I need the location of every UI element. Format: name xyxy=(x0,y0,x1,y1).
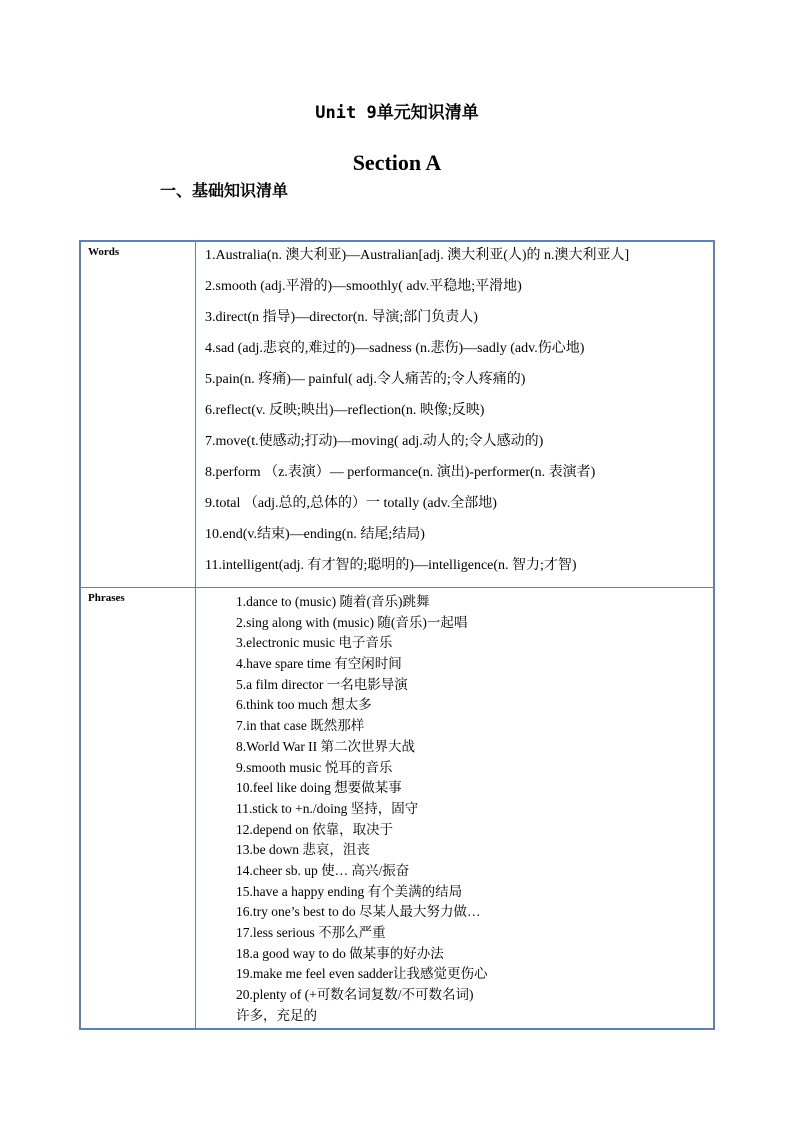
phrase-entry: 13.be down 悲哀，沮丧 xyxy=(236,842,370,858)
knowledge-table xyxy=(79,240,715,1030)
word-entry: 9.total （adj.总的,总体的）一 totally (adv.全部地) xyxy=(205,496,497,511)
phrase-entry: 10.feel like doing 想要做某事 xyxy=(236,780,402,796)
word-entry: 11.intelligent(adj. 有才智的;聪明的)—intelligence(n. 智力;才智) xyxy=(205,558,577,573)
part-heading: 一、基础知识清单 xyxy=(160,181,289,200)
unit-title: Unit 9单元知识清单 xyxy=(315,103,479,123)
phrase-entry: 17.less serious 不那么严重 xyxy=(236,925,386,940)
phrases-label: Phrases xyxy=(80,588,196,1030)
words-list xyxy=(196,241,715,588)
phrase-entry: 20.plenty of (+可数名词复数/不可数名词) xyxy=(236,987,474,1003)
phrase-entry: 9.smooth music 悦耳的音乐 xyxy=(236,759,393,775)
word-entry: 5.pain(n. 疼痛)— painful( adj.令人痛苦的;令人疼痛的) xyxy=(205,372,526,387)
phrase-entry: 18.a good way to do 做某事的好办法 xyxy=(236,945,444,961)
phrase-entry: 19.make me feel even sadder让我感觉更伤心 xyxy=(236,966,488,982)
phrase-entry: 4.have spare time 有空闲时间 xyxy=(236,656,402,672)
word-entry: 2.smooth (adj.平滑的)—smoothly( adv.平稳地;平滑地) xyxy=(205,279,522,294)
section-title: Section A xyxy=(352,150,442,175)
phrases-row xyxy=(80,588,714,1030)
phrase-entry: 14.cheer sb. up 使… 高兴/振奋 xyxy=(236,862,410,878)
word-entry: 10.end(v.结束)—ending(n. 结尾;结局) xyxy=(205,527,425,542)
phrase-entry: 6.think too much 想太多 xyxy=(236,697,372,713)
words-label: Words xyxy=(80,241,196,588)
word-entry: 7.move(t.使感动;打动)—moving( adj.动人的;令人感动的) xyxy=(205,434,544,449)
word-entry: 1.Australia(n. 澳大利亚)—Australian[adj. 澳大利亚(人)的 n.澳大利亚人] xyxy=(205,248,630,263)
phrase-entry: 1.dance to (music) 随着(音乐)跳舞 xyxy=(236,594,430,609)
phrase-entry: 15.have a happy ending 有个美满的结局 xyxy=(236,883,463,899)
phrase-entry: 7.in that case 既然那样 xyxy=(236,718,365,734)
phrase-entry: 11.stick to +n./doing 坚持，固守 xyxy=(236,800,419,816)
word-entry: 4.sad (adj.悲哀的,难过的)—sadness (n.悲伤)—sadly (adv.伤心地) xyxy=(205,341,585,356)
phrase-entry: 3.electronic music 电子音乐 xyxy=(236,635,393,651)
phrase-entry: 16.try one’s best to do 尽某人最大努力做… xyxy=(236,904,481,920)
words-row xyxy=(80,241,714,588)
phrase-entry: 2.sing along with (music) 随(音乐)一起唱 xyxy=(236,614,468,630)
phrase-entry: 8.World War II 第二次世界大战 xyxy=(236,738,416,754)
word-entry: 8.perform （z.表演）— performance(n. 演出)-performer(n. 表演者) xyxy=(205,465,596,480)
word-entry: 3.direct(n 指导)—director(n. 导演;部门负责人) xyxy=(205,310,478,325)
phrase-entry: 12.depend on 依靠，取决于 xyxy=(236,821,394,837)
phrases-list xyxy=(196,588,715,1030)
phrase-entry: 许多，充足的 xyxy=(236,1007,317,1023)
word-entry: 6.reflect(v. 反映;映出)—reflection(n. 映像;反映) xyxy=(205,403,485,418)
phrase-entry: 5.a film director 一名电影导演 xyxy=(236,676,408,692)
